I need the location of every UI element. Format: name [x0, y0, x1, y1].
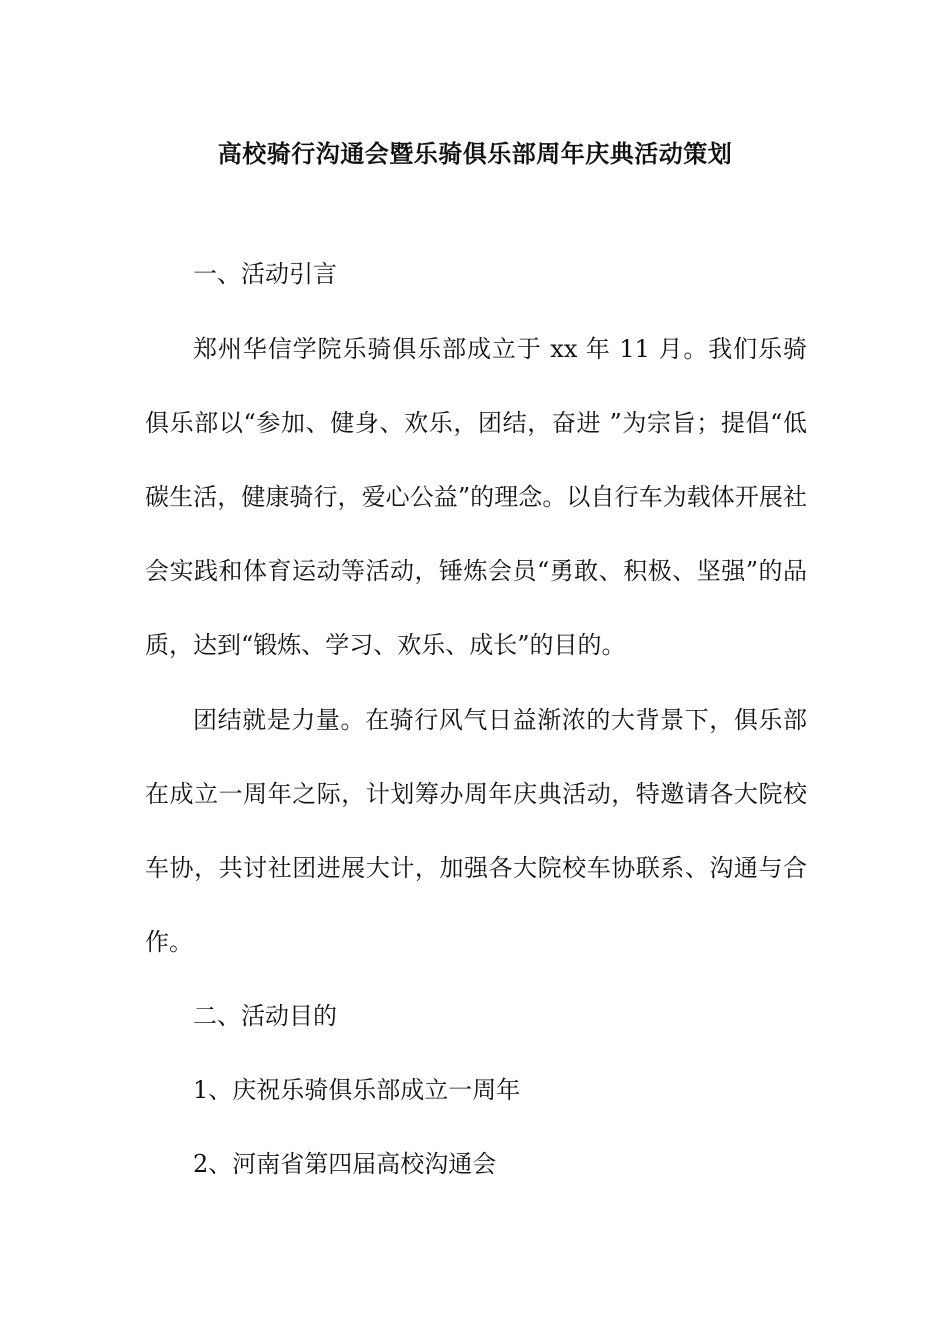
paragraph-intro: 郑州华信学院乐骑俱乐部成立于 xx 年 11 月。我们乐骑俱乐部以“参加、健身、欢乐，团结，奋进 ”为宗旨；提倡“低碳生活，健康骑行，爱心公益”的理念。以自行车为载体开展社会实践和体育运动等活动，锤炼会员“勇敢、积极、坚强”的品质，达到“锻炼、学习、欢乐、成长”的目的。 — [145, 335, 807, 659]
document-title: 高校骑行沟通会暨乐骑俱乐部周年庆典活动策划 — [217, 139, 733, 168]
section-heading-intro: 一、活动引言 — [193, 260, 337, 288]
document-body — [145, 256, 807, 1220]
paragraph-unity: 团结就是力量。在骑行风气日益渐浓的大背景下，俱乐部在成立一周年之际，计划筹办周年庆典活动，特邀请各大院校车协，共讨社团进展大计，加强各大院校车协联系、沟通与合作。 — [145, 706, 807, 956]
purpose-item-1: 1、庆祝乐骑俱乐部成立一周年 — [193, 1076, 521, 1104]
purpose-item-2: 2、河南省第四届高校沟通会 — [193, 1150, 497, 1178]
section-heading-purpose: 二、活动目的 — [193, 1002, 337, 1030]
